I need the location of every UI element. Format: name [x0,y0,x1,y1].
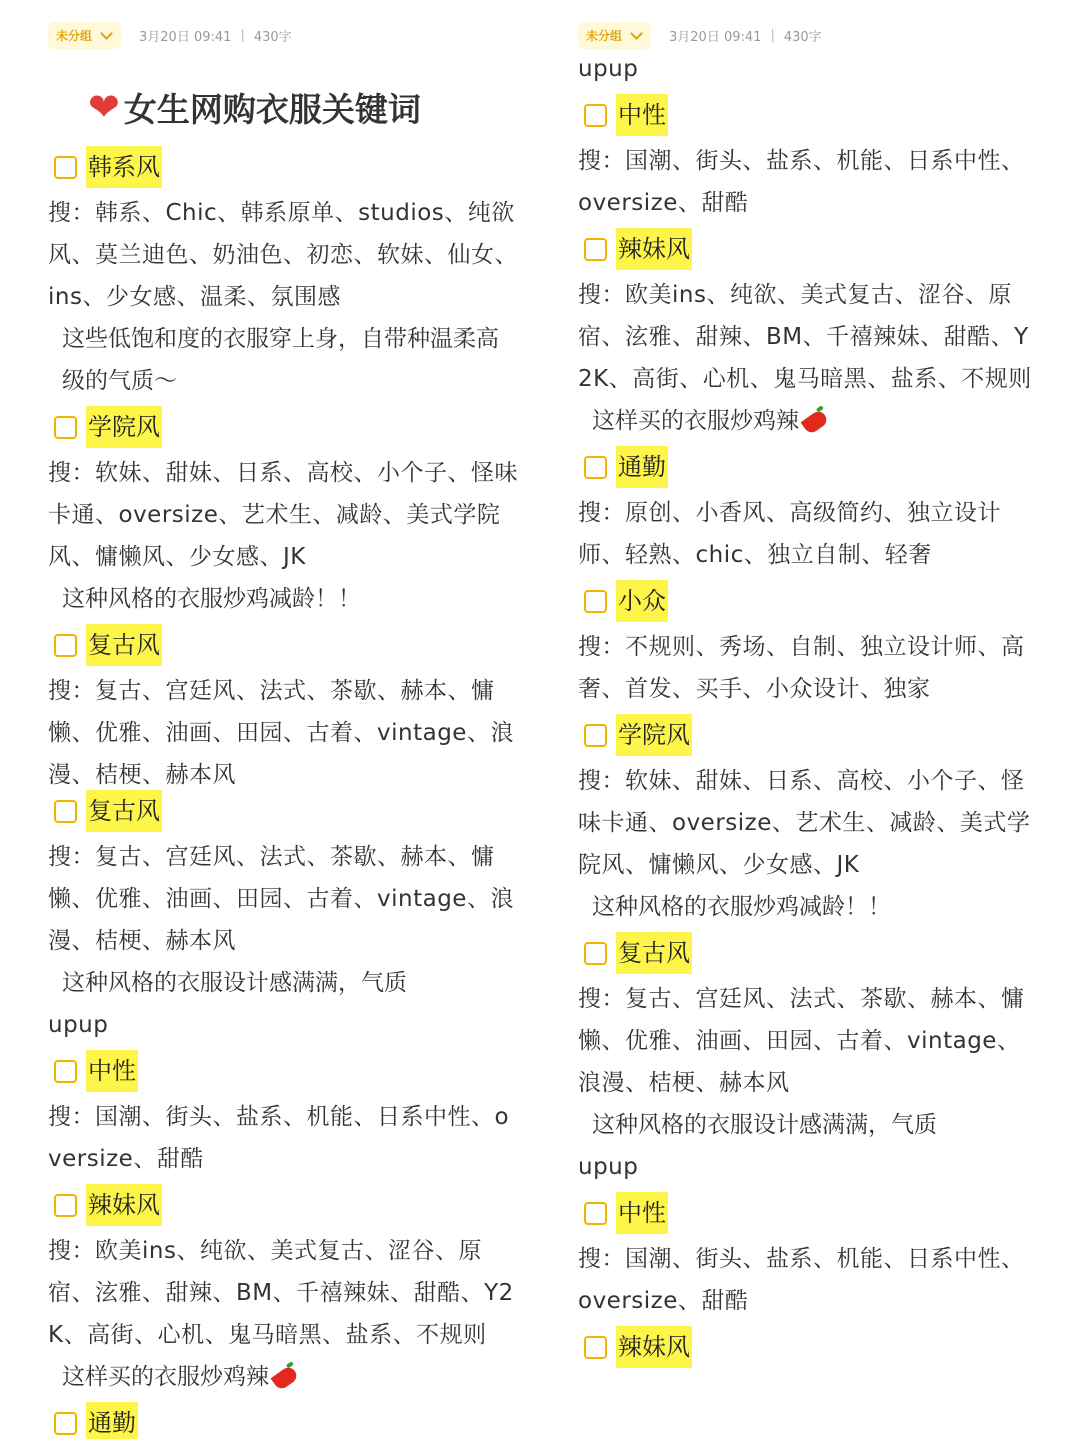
title-text: 女生网购衣服关键词 [123,89,421,129]
note-content-left[interactable] [48,82,518,1439]
note-text: 这种风格的衣服炒鸡减龄！！ [592,894,891,920]
keyword-text: 搜：软妹、甜妹、日系、高校、小个子、怪味卡通、oversize、艺术生、减龄、美式学院风、慵懒风、少女感、JK [48,460,518,570]
note-tail-text: upup [578,56,639,82]
checkbox-icon[interactable] [584,942,607,965]
keyword-text: 搜：国潮、街头、盐系、机能、日系中性、oversize、甜酷 [48,1104,510,1172]
checkbox-icon[interactable] [584,104,607,127]
group-label: 未分组 [586,29,623,43]
word-count: 430字 [253,30,292,45]
section-heading [578,710,1033,760]
heading-text: 中性 [86,1050,138,1092]
note-text: 这种风格的衣服设计感满满，气质 [592,1112,937,1138]
checkbox-icon[interactable] [54,416,77,439]
chili-pepper-icon [801,408,830,435]
heading-text: 通勤 [616,446,668,488]
meta-separator: | [770,28,775,43]
heading-text: 复古风 [86,624,162,666]
keyword-text: 搜：复古、宫廷风、法式、茶歇、赫本、慵懒、优雅、油画、田园、古着、vintage、浪漫、桔梗、赫本风 [48,678,514,788]
section-heading [48,786,518,836]
heading-text: 小众 [616,580,668,622]
word-count: 430字 [783,30,822,45]
note-text: 这种风格的衣服炒鸡减龄！！ [62,586,361,612]
checkbox-icon[interactable] [584,238,607,261]
heading-text: 辣妹风 [616,228,692,270]
checkbox-icon[interactable] [54,1060,77,1083]
heading-text: 复古风 [616,932,692,974]
section-heading [48,142,518,192]
note-text: 这种风格的衣服设计感满满，气质 [62,970,407,996]
heading-text: 复古风 [86,790,162,832]
note-text-content: 这样买的衣服炒鸡辣 [62,1364,269,1390]
note-text: 这些低饱和度的衣服穿上身，自带种温柔高级的气质～ [62,326,499,394]
keyword-text: 搜：复古、宫廷风、法式、茶歇、赫本、慵懒、优雅、油画、田园、古着、vintage、浪漫、桔梗、赫本风 [578,986,1025,1096]
keyword-text: 搜：国潮、街头、盐系、机能、日系中性、oversize、甜酷 [578,148,1025,216]
checkbox-icon[interactable] [584,1202,607,1225]
section-heading [48,1180,518,1230]
checkbox-icon[interactable] [584,456,607,479]
note-tail-text: upup [578,1154,639,1180]
checkbox-icon[interactable] [54,1412,77,1435]
section-heading [578,90,1033,140]
checkbox-icon[interactable] [584,1336,607,1359]
section-heading [48,1046,518,1096]
heading-text: 辣妹风 [86,1184,162,1226]
keyword-text: 搜：原创、小香风、高级简约、独立设计师、轻熟、chic、独立自制、轻奢 [578,500,1001,568]
note-text-content: 这样买的衣服炒鸡辣 [592,408,799,434]
right-note-panel[interactable] [530,0,1080,1439]
meta-separator: | [240,28,245,43]
section-heading [578,928,1033,978]
chili-pepper-icon [271,1364,300,1391]
section-heading [48,402,518,452]
section-heading [578,442,1033,492]
note-text [578,400,1033,442]
section-heading [48,620,518,670]
chevron-down-icon [100,27,113,40]
left-note-panel[interactable] [0,0,535,1439]
keyword-text: 搜：复古、宫廷风、法式、茶歇、赫本、慵懒、优雅、油画、田园、古着、vintage、浪漫、桔梗、赫本风 [48,844,514,954]
section-heading [578,576,1033,626]
checkbox-icon[interactable] [584,724,607,747]
keyword-text: 搜：软妹、甜妹、日系、高校、小个子、怪味卡通、oversize、艺术生、减龄、美式学院风、慵懒风、少女感、JK [578,768,1031,878]
section-heading [48,1398,518,1439]
note-date: 3月20日 09:41 [139,30,232,45]
note-text [48,1356,518,1398]
group-selector[interactable] [48,22,121,49]
checkbox-icon[interactable] [584,590,607,613]
chevron-down-icon [630,27,643,40]
heart-icon: ❤ [88,85,120,129]
note-date: 3月20日 09:41 [669,30,762,45]
note-tail-text: upup [48,1012,109,1038]
section-heading [578,224,1033,274]
heading-text: 中性 [616,1192,668,1234]
page-title [88,82,518,132]
keyword-text: 搜：不规则、秀场、自制、独立设计师、高奢、首发、买手、小众设计、独家 [578,634,1025,702]
checkbox-icon[interactable] [54,1194,77,1217]
keyword-text: 搜：欧美ins、纯欲、美式复古、涩谷、原宿、泫雅、甜辣、BM、千禧辣妹、甜酷、Y2K、高街、心机、鬼马暗黑、盐系、不规则 [578,282,1032,392]
heading-text: 学院风 [616,714,692,756]
keyword-text: 搜：欧美ins、纯欲、美式复古、涩谷、原宿、泫雅、甜辣、BM、千禧辣妹、甜酷、Y2K、高街、心机、鬼马暗黑、盐系、不规则 [48,1238,514,1348]
note-meta-right [578,22,822,49]
group-label: 未分组 [56,29,93,43]
note-content-right[interactable] [578,48,1033,1372]
heading-text: 学院风 [86,406,162,448]
heading-text: 韩系风 [86,146,162,188]
heading-text: 辣妹风 [616,1326,692,1368]
keyword-text: 搜：韩系、Chic、韩系原单、studios、纯欲风、莫兰迪色、奶油色、初恋、软妹、仙女、ins、少女感、温柔、氛围感 [48,200,518,310]
keyword-text: 搜：国潮、街头、盐系、机能、日系中性、oversize、甜酷 [578,1246,1025,1314]
heading-text: 中性 [616,94,668,136]
group-selector[interactable] [578,22,651,49]
checkbox-icon[interactable] [54,634,77,657]
section-heading [578,1188,1033,1238]
section-heading [578,1322,1033,1372]
note-meta-left [48,22,292,49]
checkbox-icon[interactable] [54,156,77,179]
checkbox-icon[interactable] [54,800,77,823]
heading-text: 通勤 [86,1402,138,1439]
